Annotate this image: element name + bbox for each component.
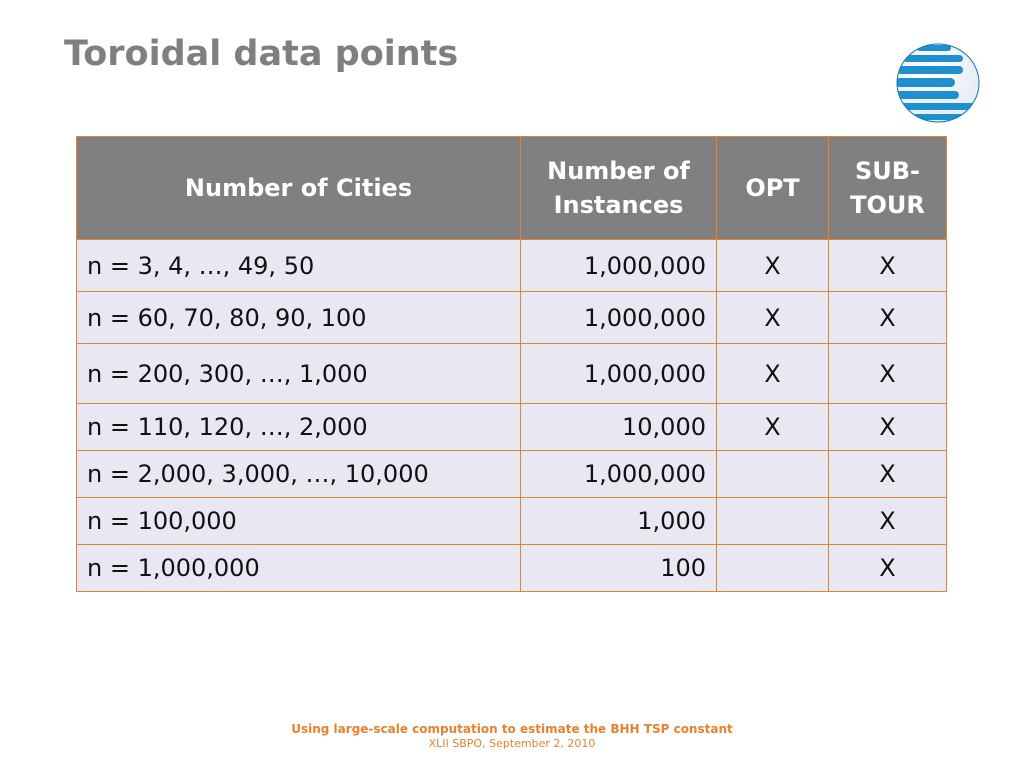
table-row (77, 498, 947, 545)
table-row (77, 292, 947, 344)
slide-title: Toroidal data points (64, 34, 459, 74)
footer-title: Using large-scale computation to estimate the BHH TSP constant (291, 722, 733, 736)
cell-subtour: X (829, 545, 947, 592)
cell-instances: 100 (521, 545, 717, 592)
table-row (77, 545, 947, 592)
cell-cities: n = 3, 4, …, 49, 50 (77, 240, 521, 292)
cell-instances: 1,000,000 (521, 292, 717, 344)
cell-instances: 10,000 (521, 404, 717, 451)
cell-subtour: X (829, 498, 947, 545)
cell-subtour: X (829, 344, 947, 404)
cell-opt: X (717, 240, 829, 292)
cell-cities: n = 110, 120, …, 2,000 (77, 404, 521, 451)
table-row (77, 404, 947, 451)
cell-instances: 1,000,000 (521, 451, 717, 498)
cell-opt: X (717, 404, 829, 451)
cell-opt (717, 451, 829, 498)
globe-logo-icon (895, 42, 981, 124)
cell-cities: n = 2,000, 3,000, …, 10,000 (77, 451, 521, 498)
toroidal-data-table (76, 136, 947, 592)
slide-footer (0, 721, 1024, 751)
cell-subtour: X (829, 240, 947, 292)
table-row (77, 344, 947, 404)
cell-cities: n = 200, 300, …, 1,000 (77, 344, 521, 404)
cell-cities: n = 1,000,000 (77, 545, 521, 592)
cell-instances: 1,000 (521, 498, 717, 545)
cell-cities: n = 60, 70, 80, 90, 100 (77, 292, 521, 344)
cell-subtour: X (829, 404, 947, 451)
footer-subtitle: XLII SBPO, September 2, 2010 (428, 737, 596, 750)
header-opt: OPT (717, 137, 829, 240)
cell-instances: 1,000,000 (521, 344, 717, 404)
header-subtour: SUB-TOUR (829, 137, 947, 240)
header-number-of-instances: Number of Instances (521, 137, 717, 240)
cell-opt (717, 545, 829, 592)
header-number-of-cities: Number of Cities (77, 137, 521, 240)
cell-cities: n = 100,000 (77, 498, 521, 545)
table-row (77, 451, 947, 498)
cell-subtour: X (829, 451, 947, 498)
cell-opt: X (717, 292, 829, 344)
cell-opt: X (717, 344, 829, 404)
table-header-row (77, 137, 947, 240)
cell-subtour: X (829, 292, 947, 344)
cell-instances: 1,000,000 (521, 240, 717, 292)
table-row (77, 240, 947, 292)
cell-opt (717, 498, 829, 545)
